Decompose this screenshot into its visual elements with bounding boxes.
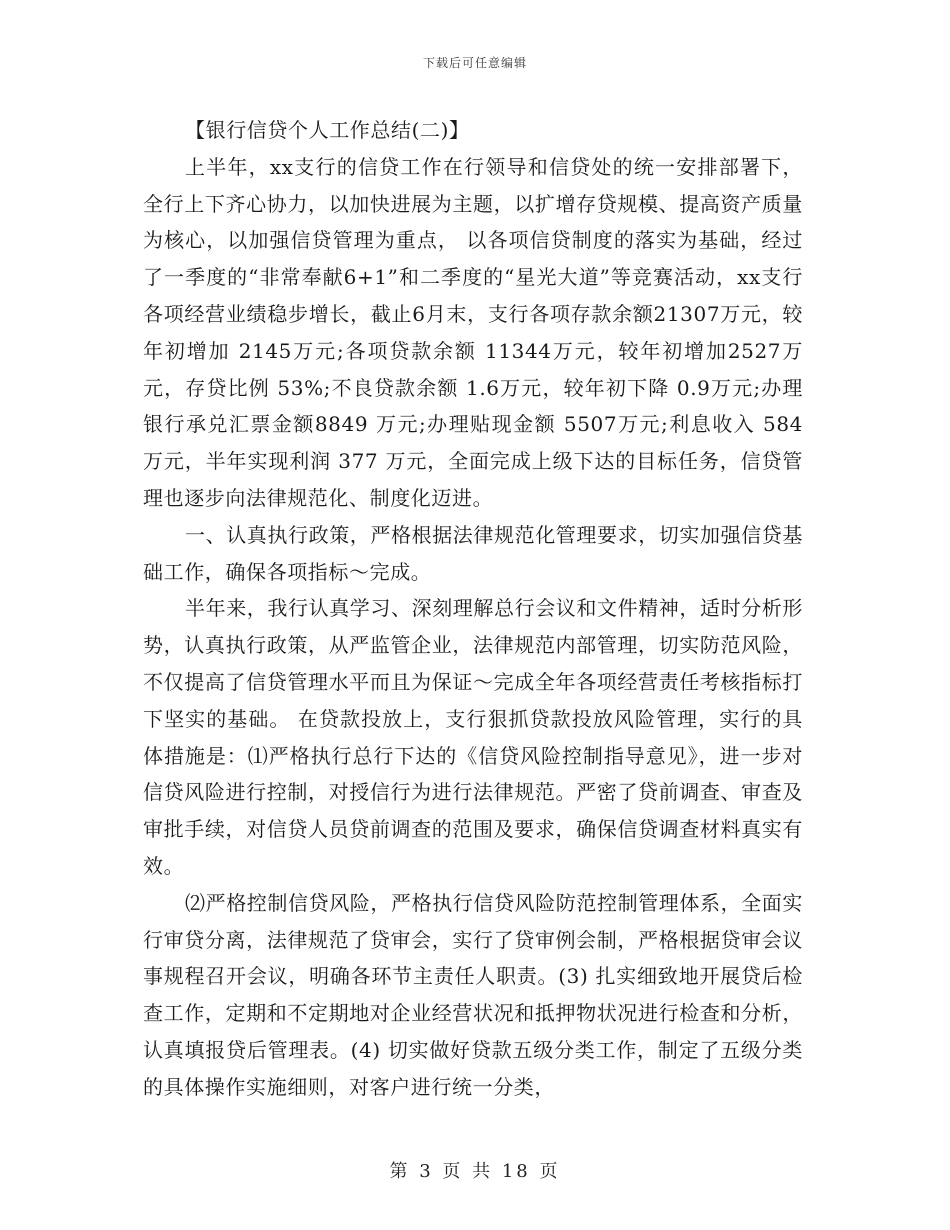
paragraph: 半年来，我行认真学习、深刻理解总行会议和文件精神，适时分析形势，认真执行政策，从严监管企业，法律规范内部管理，切实防范风险，不仅提高了信贷管理水平而且为保证～完成全年各项经营责任考核指标打下坚实的基础。 在贷款投放上，支行狠抓贷款投放风险管理，实行的具体措施是：⑴严格执行总行下达的《信贷风险控制指导意见》，进一步对信贷风险进行控制，对授信行为进行法律规范。严密了贷前调查、审查及审批手续，对信贷人员贷前调查的范围及要求，确保信贷调查材料真实有效。	[143, 596, 803, 878]
section-heading: 一、认真执行政策，严格根据法律规范化管理要求，切实加强信贷基础工作，确保各项指标～完成。	[143, 522, 803, 584]
page-number: 第 3 页 共 18 页	[389, 1161, 561, 1182]
paragraph: 上半年，xx支行的信贷工作在行领导和信贷处的统一安排部署下，全行上下齐心协力，以加快进展为主题，以扩增存贷规模、提高资产质量为核心，以加强信贷管理为重点， 以各项信贷制度的落实为基础，经过了一季度的“非常奉献6+1”和二季度的“星光大道”等竞赛活动，xx支行各项经营业绩稳步增长，截止6月末，支行各项存款余额21307万元，较年初增加 2145万元;各项贷款余额 11344万元，较年初增加2527万元，存贷比例 53%;不良贷款余额 1.6万元，较年初下降 0.9万元;办理银行承兑汇票金额8849 万元;办理贴现金额 5507万元;利息收入 584 万元，半年实现利润 377 万元，全面完成上级下达的目标任务，信贷管理也逐步向法律规范化、制度化迈进。	[143, 154, 803, 510]
document-title: 【银行信贷个人工作总结(二)】	[185, 118, 470, 142]
header-note: 下载后可任意编辑	[422, 56, 527, 70]
document-body	[143, 112, 803, 1106]
paragraph: ⑵严格控制信贷风险，严格执行信贷风险防范控制管理体系，全面实行审贷分离，法律规范了贷审会，实行了贷审例会制，严格根据贷审会议事规程召开会议，明确各环节主责任人职责。(3) 扎实细致地开展贷后检查工作，定期和不定期地对企业经营状况和抵押物状况进行检查和分析，认真填报贷后管理表。(4) 切实做好贷款五级分类工作，制定了五级分类的具体操作实施细则，对客户进行统一分类，	[143, 890, 803, 1099]
